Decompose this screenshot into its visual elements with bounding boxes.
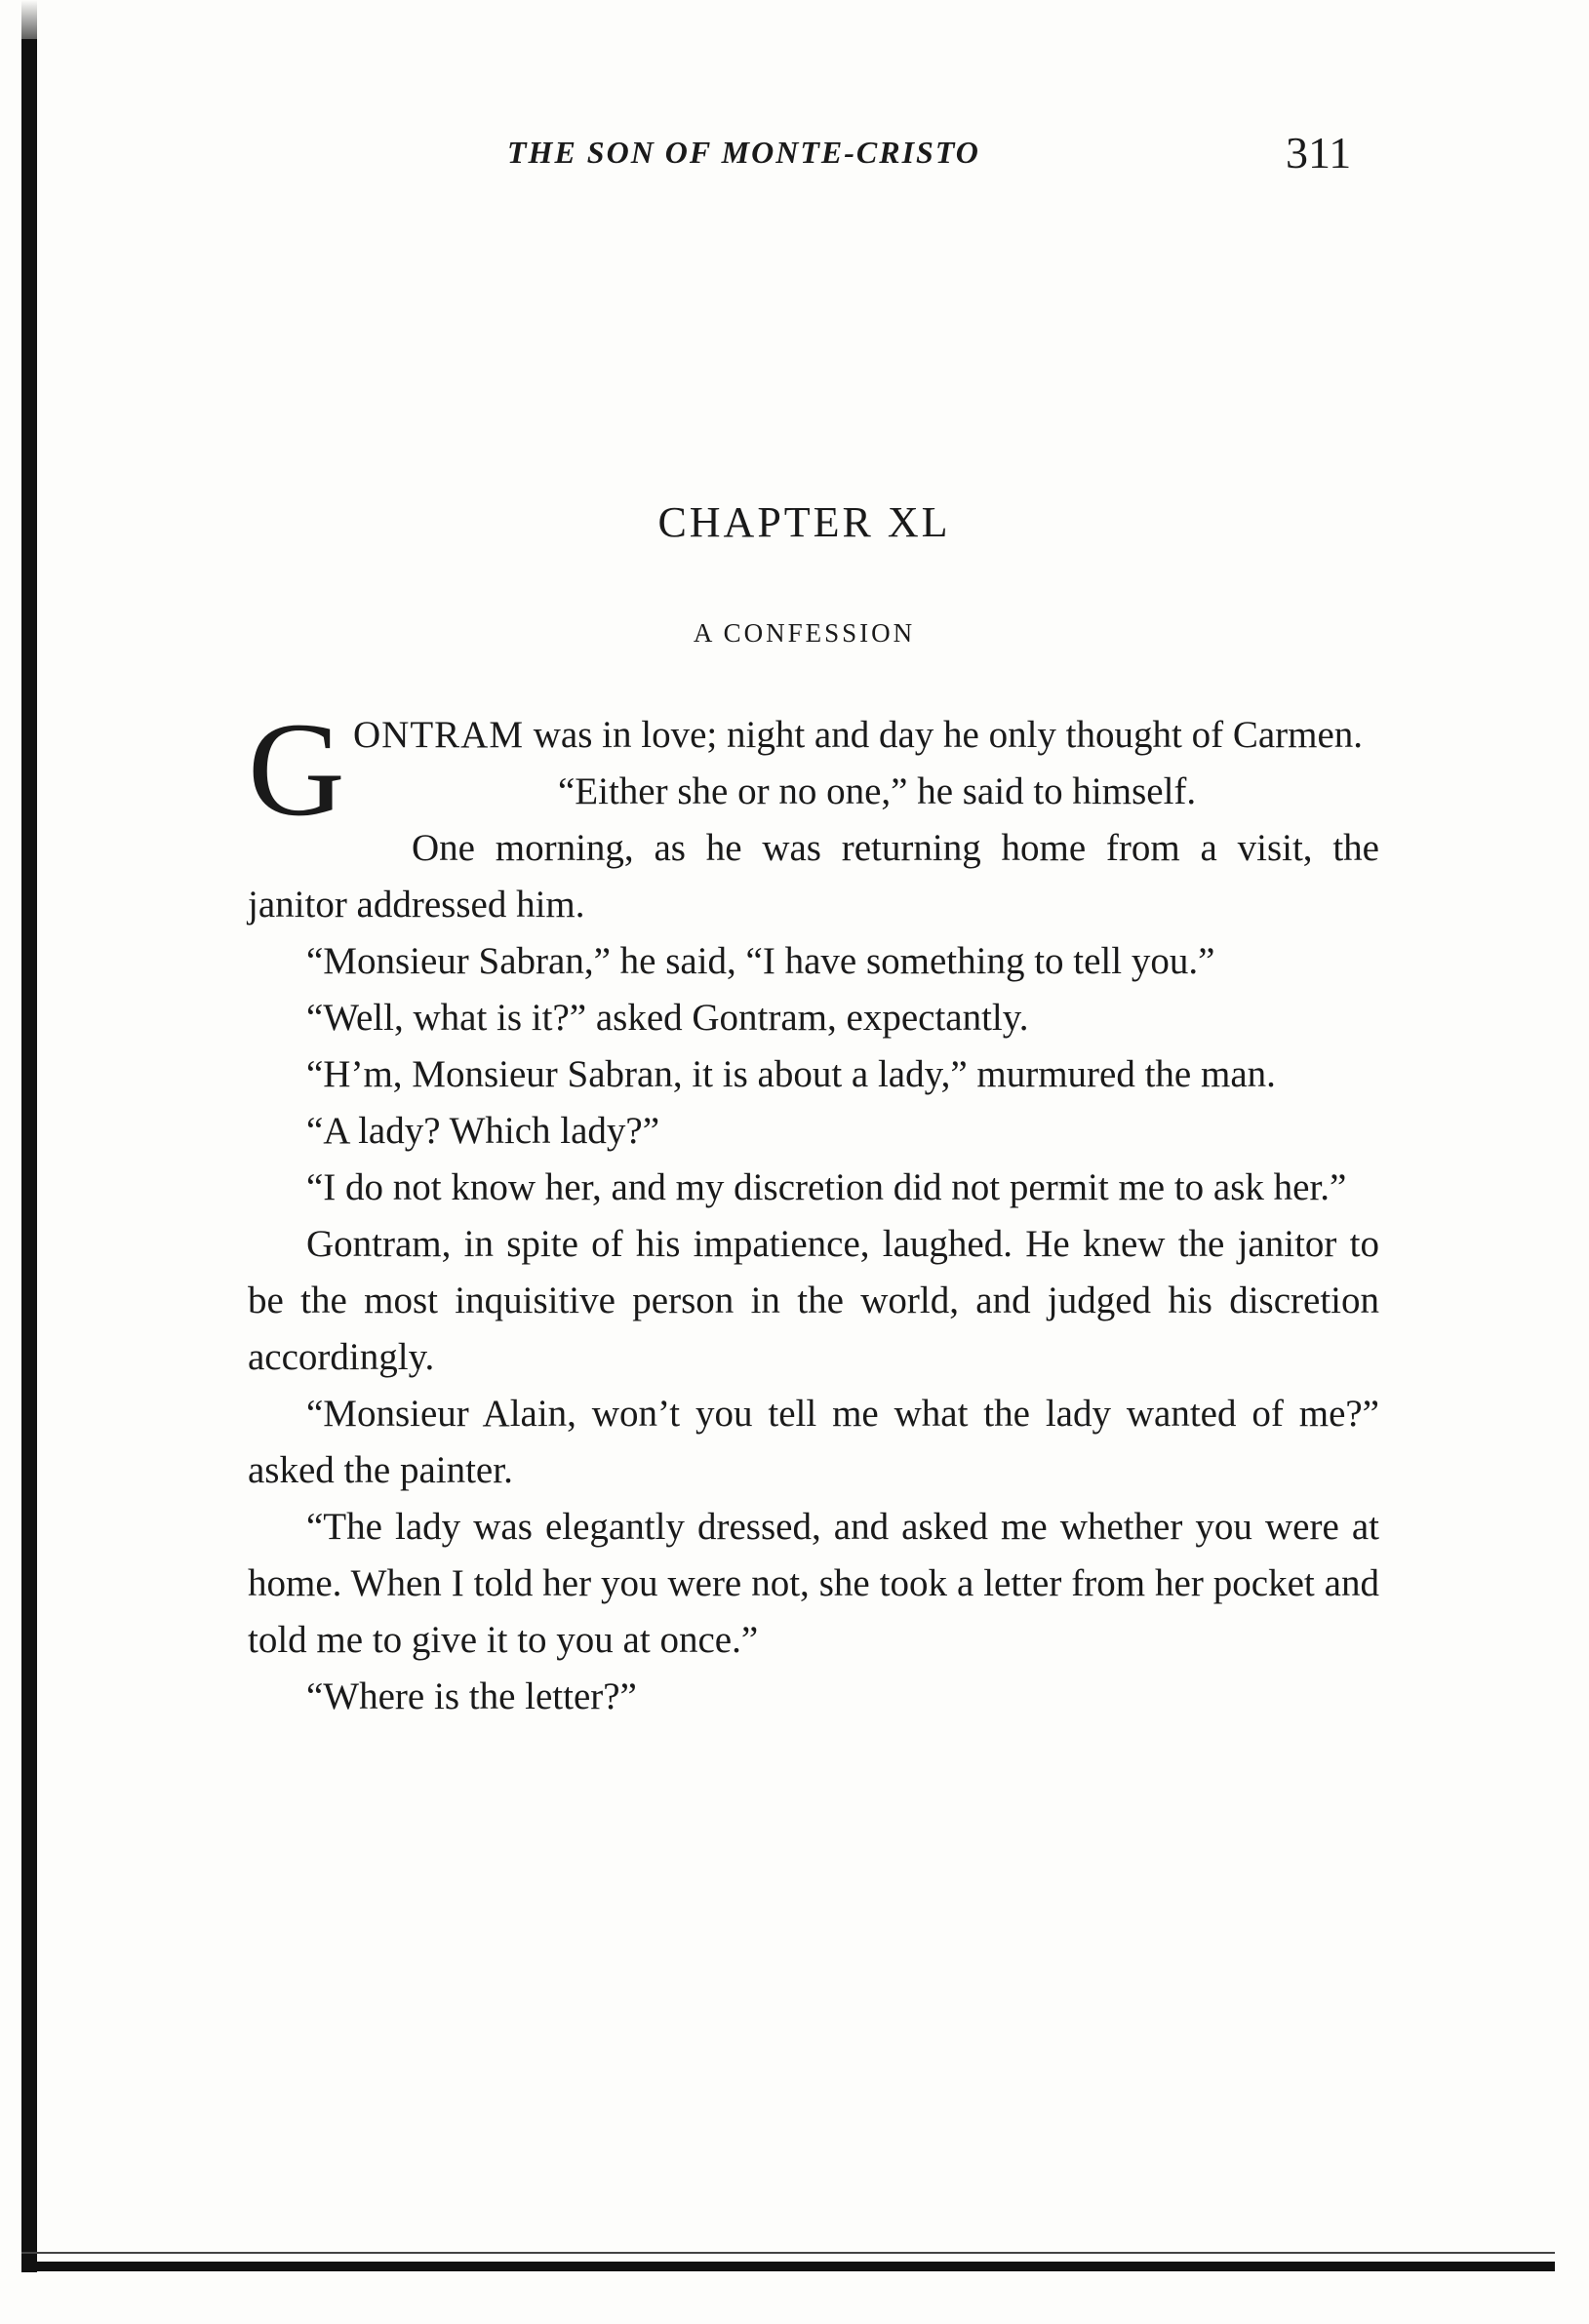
paragraph: One morning, as he was returning home from a visit, the janitor addressed him. <box>248 827 1379 926</box>
page-number: 311 <box>1286 128 1352 177</box>
chapter-subtitle: A CONFESSION <box>693 618 916 648</box>
paragraph: “Either she or no one,” he said to himself. <box>558 770 1197 812</box>
paragraph: “Monsieur Sabran,” he said, “I have something to tell you.” <box>306 940 1215 982</box>
chapter-title: CHAPTER XL <box>657 498 951 546</box>
drop-cap: G <box>248 694 345 844</box>
chapter-body <box>248 694 1379 1725</box>
paragraph: “Where is the letter?” <box>306 1675 637 1717</box>
paragraph: “A lady? Which lady?” <box>306 1110 660 1152</box>
paragraph: “I do not know her, and my discretion did not permit me to ask her.” <box>306 1166 1347 1208</box>
opening-small-caps: ONTRAM <box>353 714 525 756</box>
paragraph: Gontram, in spite of his impatience, laughed. He knew the janitor to be the most inquisitive person in the world, and judged his discretion accordingly. <box>248 1223 1379 1378</box>
page-bottom-shadow <box>21 2262 1555 2271</box>
opening-text: was in love; night and day he only thought of Carmen. <box>524 714 1364 756</box>
paragraph: “Monsieur Alain, won’t you tell me what the lady wanted of me?” asked the painter. <box>248 1393 1379 1491</box>
running-header <box>0 125 1589 183</box>
paragraph: “Well, what is it?” asked Gontram, expectantly. <box>306 997 1029 1039</box>
running-title: THE SON OF MONTE-CRISTO <box>507 135 980 170</box>
paragraph: “H’m, Monsieur Sabran, it is about a lady,” murmured the man. <box>306 1053 1276 1095</box>
page-left-shadow <box>21 39 37 2272</box>
page-bottom-line <box>21 2252 1555 2254</box>
paragraph: “The lady was elegantly dressed, and asked me whether you were at home. When I told her you were not, she took a letter from her pocket and told me to give it to you at once.” <box>248 1506 1379 1661</box>
